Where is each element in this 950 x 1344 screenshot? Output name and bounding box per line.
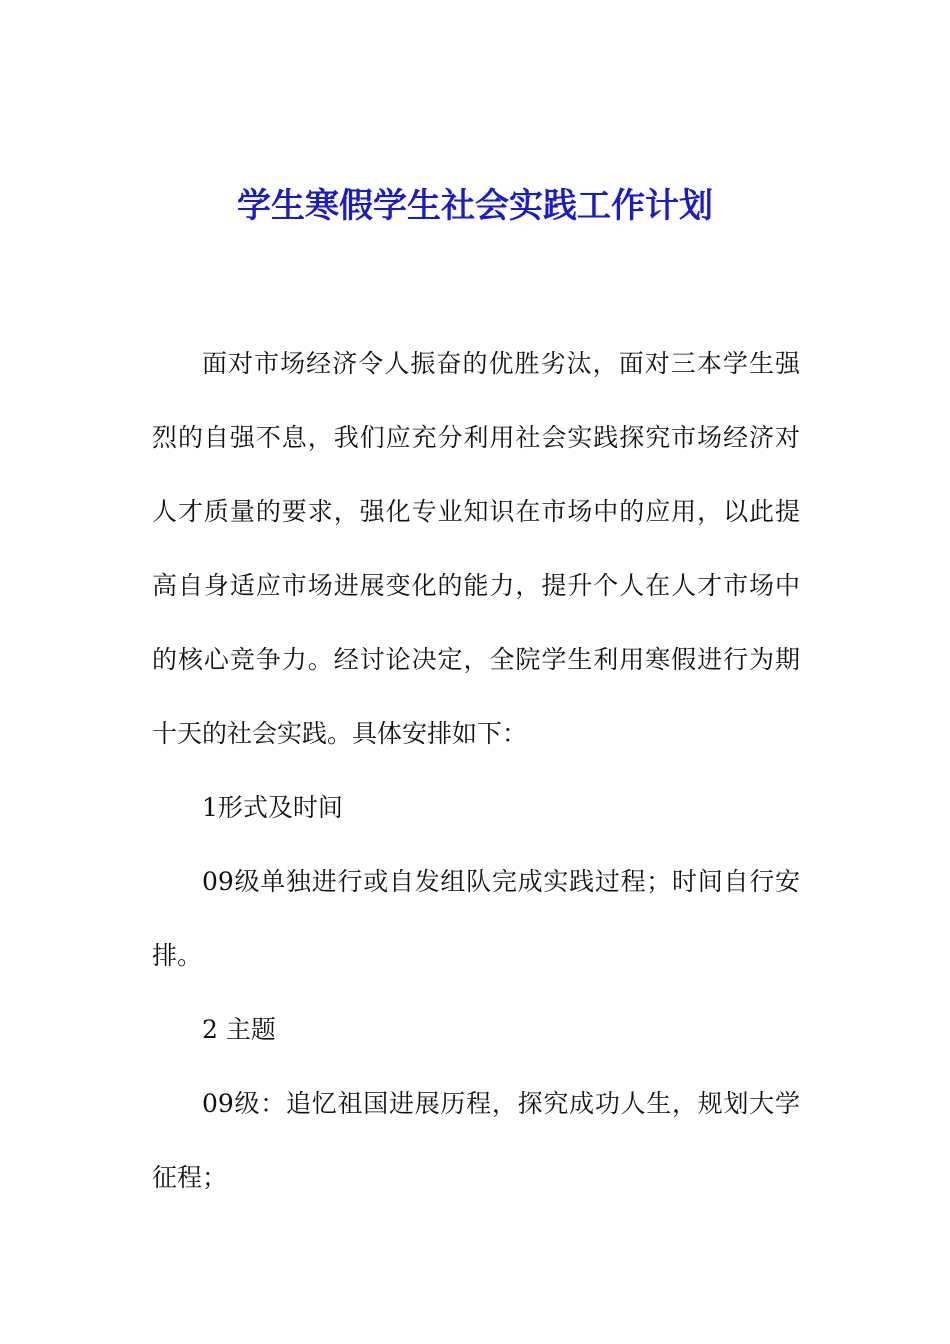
theme-paragraph: 09级：追忆祖国进展历程，探究成功人生，规划大学征程； xyxy=(152,1089,800,1192)
document-body xyxy=(152,327,800,1215)
intro-paragraph: 面对市场经济令人振奋的优胜劣汰，面对三本学生强烈的自强不息，我们应充分利用社会实践探究市场经济对人才质量的要求，强化专业知识在市场中的应用，以此提高自身适应市场进展变化的能力，提升个人在人才市场中的核心竞争力。经讨论决定，全院学生利用寒假进行为期十天的社会实践。具体安排如下： xyxy=(152,349,800,748)
document-title: 学生寒假学生社会实践工作计划 xyxy=(237,186,713,226)
section-heading-form-time: 1形式及时间 xyxy=(202,793,343,822)
form-time-paragraph: 09级单独进行或自发组队完成实践过程；时间自行安排。 xyxy=(152,867,800,970)
section-heading-theme: 2 主题 xyxy=(202,1015,276,1044)
